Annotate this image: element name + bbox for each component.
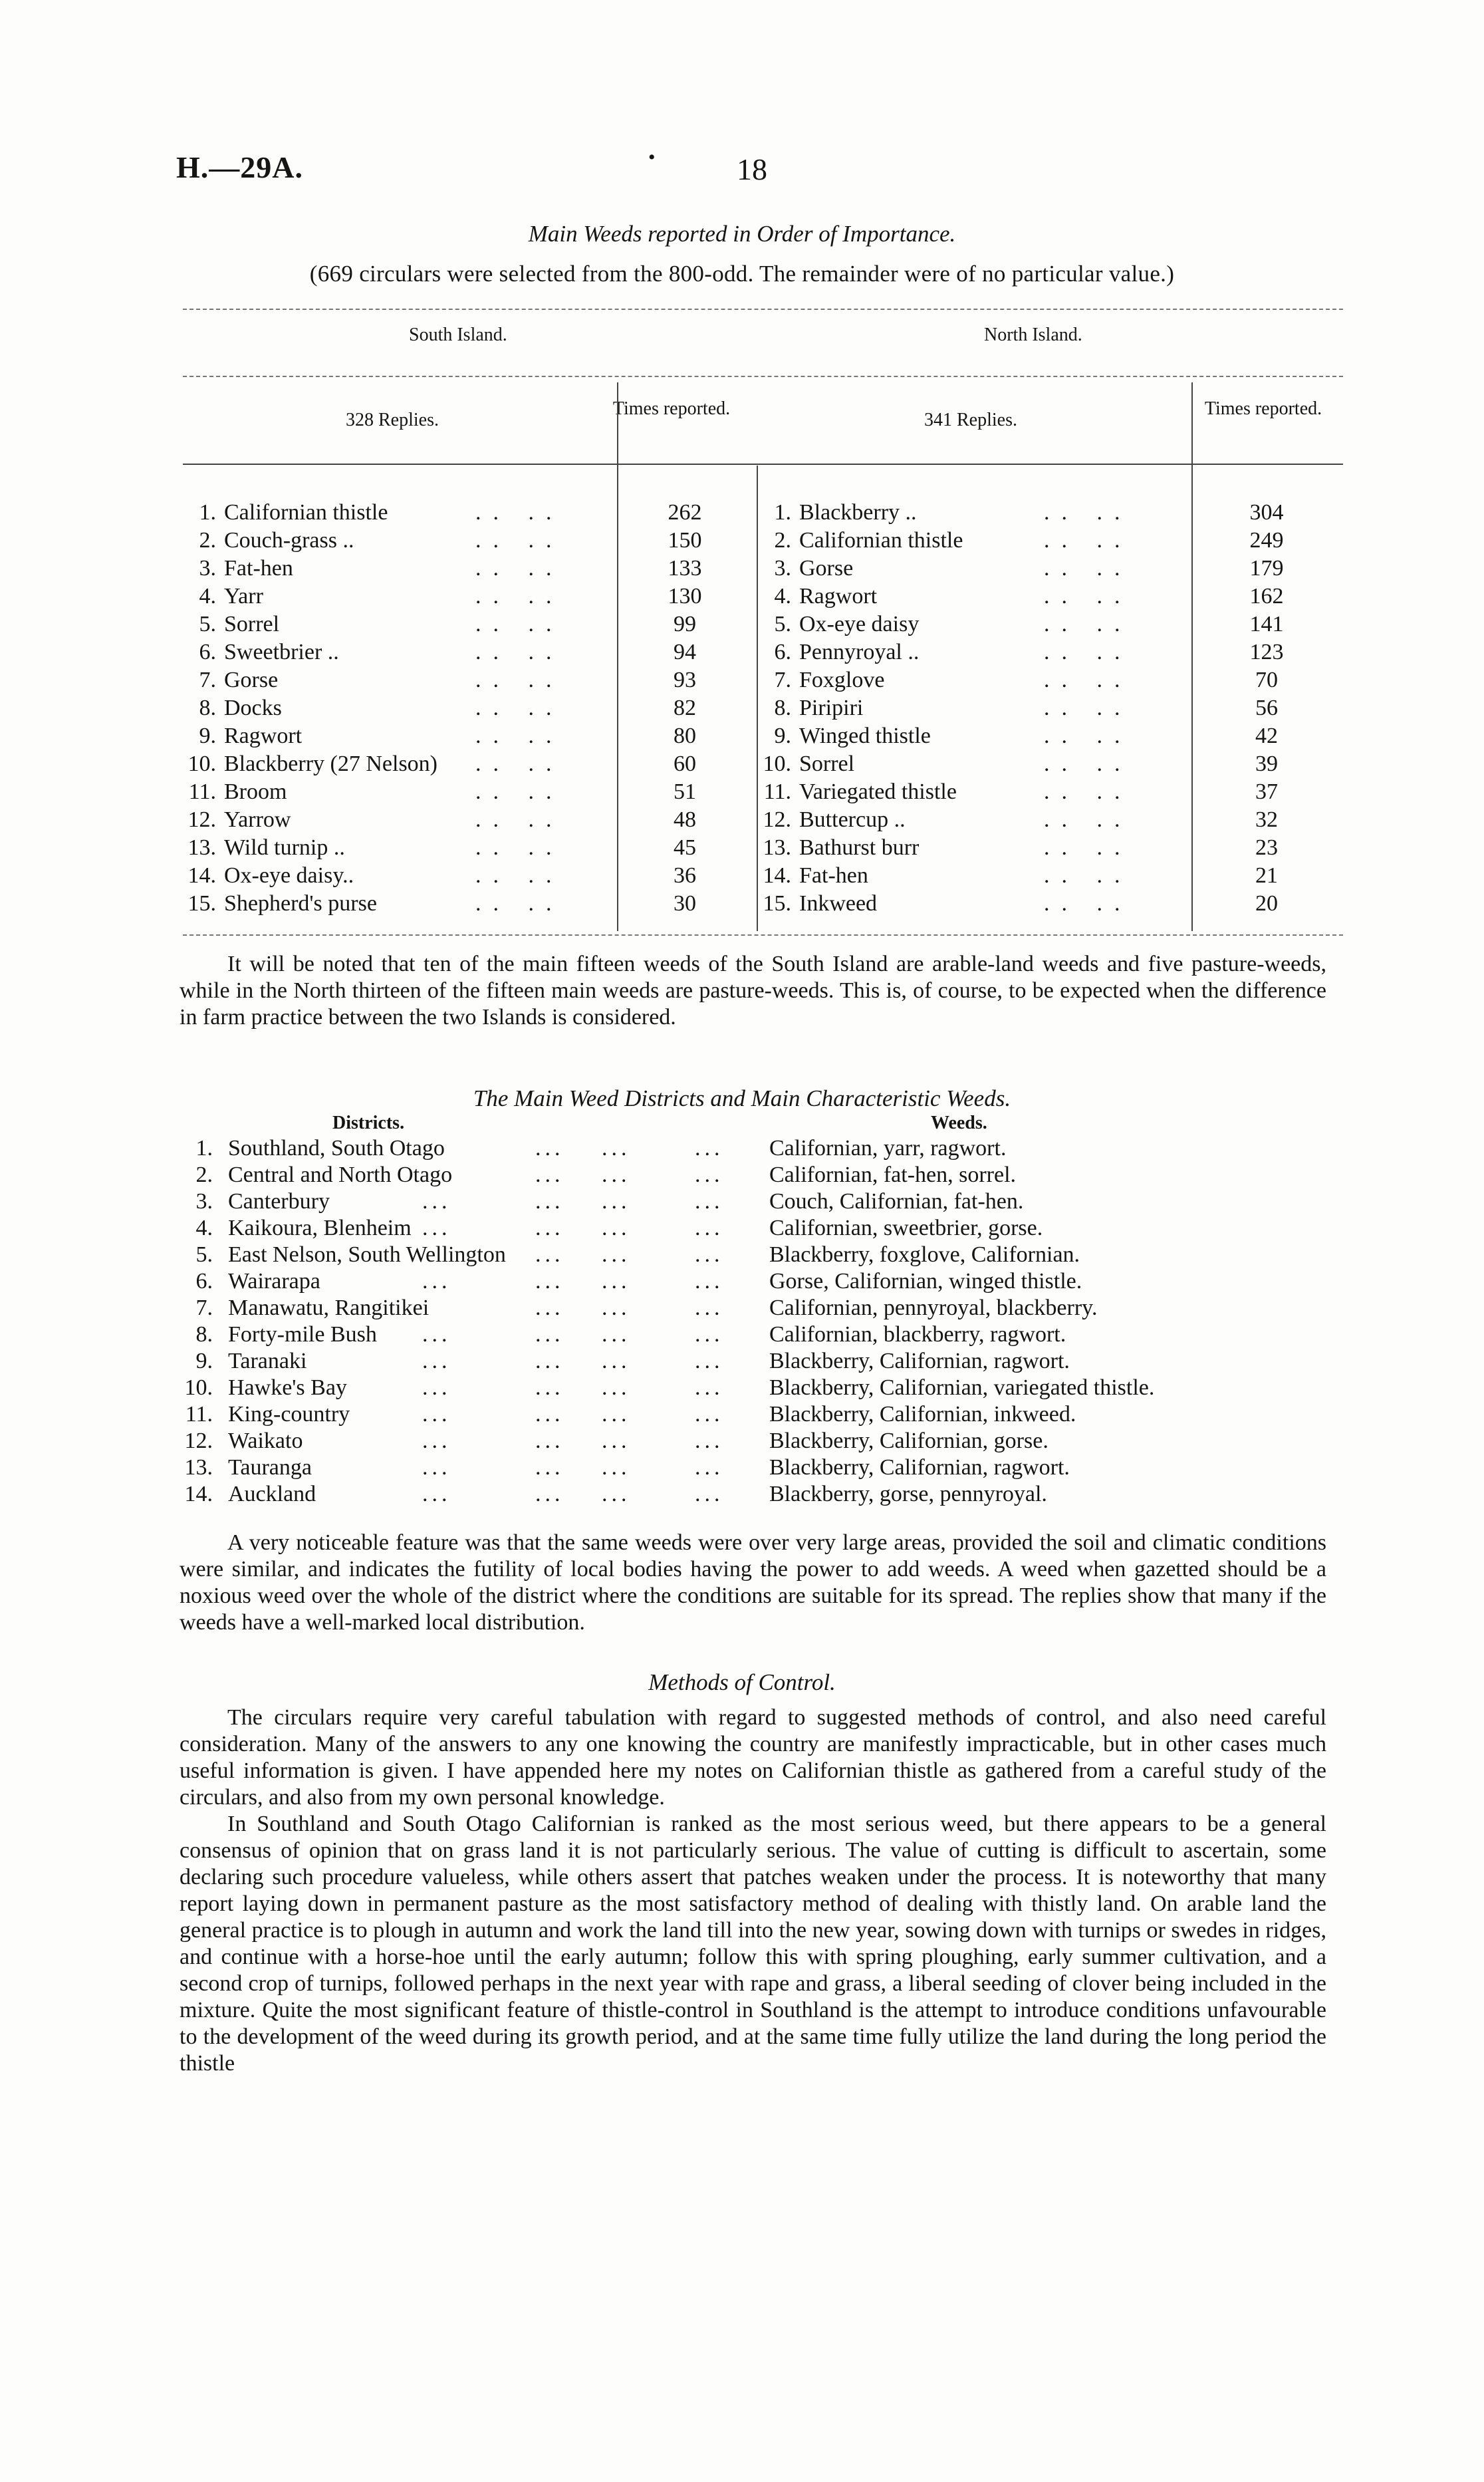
district-name: Tauranga — [228, 1455, 312, 1480]
weed-name: Wild turnip .. — [224, 835, 345, 860]
row-number: 9. — [199, 724, 216, 748]
table-row — [176, 584, 775, 612]
ellipsis: ... — [602, 1402, 631, 1427]
document-reference: H.—29A. — [176, 150, 303, 184]
leader-dots: .. .. — [475, 696, 564, 720]
times-reported: 42 — [1255, 724, 1278, 748]
times-reported: 23 — [1255, 835, 1278, 860]
ellipsis: ... — [422, 1322, 451, 1347]
times-reported: 32 — [1255, 807, 1278, 832]
weed-name: Couch-grass .. — [224, 528, 354, 553]
district-weeds: Californian, blackberry, ragwort. — [769, 1322, 1066, 1347]
row-number: 3. — [195, 1189, 213, 1214]
table-row — [751, 863, 1350, 891]
table-row — [751, 779, 1350, 807]
weed-name: Pennyroyal .. — [799, 640, 920, 664]
table-row — [751, 835, 1350, 863]
row-number: 9. — [195, 1349, 213, 1373]
district-name: Canterbury — [228, 1189, 330, 1214]
row-number: 11. — [188, 779, 216, 804]
leader-dots: .. .. — [475, 612, 564, 636]
ellipsis: ... — [695, 1269, 724, 1294]
list-item — [176, 1269, 1373, 1296]
row-number: 4. — [199, 584, 216, 609]
row-number: 6. — [199, 640, 216, 664]
ellipsis: ... — [602, 1455, 631, 1480]
ellipsis: ... — [602, 1269, 631, 1294]
district-weeds: Californian, yarr, ragwort. — [769, 1136, 1007, 1161]
row-number: 14. — [184, 1482, 213, 1506]
weed-name: Blackberry .. — [799, 500, 917, 525]
leader-dots: .. .. — [475, 668, 564, 692]
row-number: 8. — [199, 696, 216, 720]
district-weeds: Californian, fat-hen, sorrel. — [769, 1163, 1017, 1187]
times-reported: 99 — [674, 612, 696, 636]
times-reported: 48 — [674, 807, 696, 832]
district-weeds: Blackberry, foxglove, Californian. — [769, 1242, 1080, 1267]
ellipsis: ... — [422, 1269, 451, 1294]
leader-dots: .. .. — [475, 891, 564, 916]
times-reported: 162 — [1249, 584, 1284, 609]
ellipsis: ... — [602, 1189, 631, 1214]
leader-dots: .. .. — [1044, 556, 1132, 581]
leader-dots: .. .. — [1044, 640, 1132, 664]
ellipsis: ... — [695, 1189, 724, 1214]
list-item — [176, 1242, 1373, 1269]
table-row — [751, 752, 1350, 779]
list-item — [176, 1136, 1373, 1163]
times-reported: 93 — [674, 668, 696, 692]
row-number: 13. — [763, 835, 791, 860]
ellipsis: ... — [422, 1455, 451, 1480]
district-name: Forty-mile Bush — [228, 1322, 377, 1347]
row-number: 15. — [187, 891, 216, 916]
leader-dots: .. .. — [1044, 668, 1132, 692]
ellipsis: ... — [422, 1216, 451, 1240]
row-number: 4. — [195, 1216, 213, 1240]
district-weeds: Couch, Californian, fat-hen. — [769, 1189, 1024, 1214]
list-item — [176, 1349, 1373, 1375]
times-reported: 56 — [1255, 696, 1278, 720]
district-name: Wairarapa — [228, 1269, 320, 1294]
leader-dots: .. .. — [475, 863, 564, 888]
leader-dots: .. .. — [475, 835, 564, 860]
districts-title: The Main Weed Districts and Main Characteristic Weeds. — [473, 1085, 1011, 1111]
weed-name: Variegated thistle — [799, 779, 957, 804]
table-row — [751, 556, 1350, 584]
times-reported: 80 — [674, 724, 696, 748]
leader-dots: .. .. — [1044, 779, 1132, 804]
ellipsis: ... — [422, 1189, 451, 1214]
weed-name: Fat-hen — [224, 556, 293, 581]
row-number: 12. — [763, 807, 791, 832]
leader-dots: .. .. — [475, 807, 564, 832]
leader-dots: .. .. — [1044, 752, 1132, 776]
ellipsis: ... — [602, 1349, 631, 1373]
times-reported: 70 — [1255, 668, 1278, 692]
table-rule-header — [183, 464, 1343, 465]
table-row — [751, 807, 1350, 835]
weeds-column-header: Weeds. — [931, 1113, 987, 1133]
table-row — [176, 779, 775, 807]
ellipsis: ... — [695, 1455, 724, 1480]
ellipsis: ... — [695, 1216, 724, 1240]
row-number: 11. — [185, 1402, 213, 1427]
list-item — [176, 1455, 1373, 1482]
weed-name: Yarr — [224, 584, 263, 609]
ellipsis: ... — [535, 1322, 564, 1347]
north-replies-header: 341 Replies. — [924, 410, 1017, 430]
table-row — [751, 640, 1350, 668]
row-number: 2. — [774, 528, 791, 553]
district-name: Manawatu, Rangitikei — [228, 1296, 430, 1320]
weed-name: Bathurst burr — [799, 835, 920, 860]
weed-name: Sweetbrier .. — [224, 640, 339, 664]
leader-dots: .. .. — [1044, 528, 1132, 553]
page-number: 18 — [737, 152, 767, 186]
south-times-header: Times reported. — [612, 398, 731, 419]
leader-dots: .. .. — [1044, 724, 1132, 748]
district-weeds: Californian, pennyroyal, blackberry. — [769, 1296, 1098, 1320]
leader-dots: .. .. — [1044, 696, 1132, 720]
row-number: 14. — [187, 863, 216, 888]
table-row — [176, 640, 775, 668]
leader-dots: .. .. — [1044, 612, 1132, 636]
row-number: 7. — [195, 1296, 213, 1320]
stray-mark: • — [648, 146, 656, 168]
ellipsis: ... — [602, 1242, 631, 1267]
weeds-table-subtitle: (669 circulars were selected from the 800-odd. The remainder were of no particular value.) — [309, 261, 1175, 287]
row-number: 2. — [195, 1163, 213, 1187]
table-rule-island — [183, 376, 1343, 377]
leader-dots: .. .. — [475, 752, 564, 776]
weed-name: Ragwort — [799, 584, 878, 609]
table-row — [751, 500, 1350, 528]
row-number: 14. — [763, 863, 791, 888]
ellipsis: ... — [422, 1429, 451, 1453]
district-name: Kaikoura, Blenheim — [228, 1216, 412, 1240]
district-name: Auckland — [228, 1482, 316, 1506]
ellipsis: ... — [535, 1429, 564, 1453]
table-row — [751, 668, 1350, 696]
times-reported: 179 — [1249, 556, 1284, 581]
table-row — [176, 863, 775, 891]
times-reported: 150 — [668, 528, 702, 553]
list-item — [176, 1322, 1373, 1349]
weed-name: Sorrel — [224, 612, 280, 636]
times-reported: 45 — [674, 835, 696, 860]
table-row — [176, 807, 775, 835]
table-row — [176, 612, 775, 640]
row-number: 8. — [774, 696, 791, 720]
times-reported: 94 — [674, 640, 696, 664]
table-row — [176, 500, 775, 528]
ellipsis: ... — [695, 1136, 724, 1161]
south-island-label: South Island. — [409, 325, 507, 345]
row-number: 5. — [774, 612, 791, 636]
weed-name: Gorse — [224, 668, 279, 692]
table-row — [176, 556, 775, 584]
list-item — [176, 1375, 1373, 1402]
ellipsis: ... — [695, 1482, 724, 1506]
row-number: 12. — [184, 1429, 213, 1453]
ellipsis: ... — [535, 1136, 564, 1161]
north-island-label: North Island. — [984, 325, 1082, 345]
ellipsis: ... — [535, 1269, 564, 1294]
weed-name: Inkweed — [799, 891, 878, 916]
ellipsis: ... — [422, 1375, 451, 1400]
row-number: 10. — [187, 752, 216, 776]
row-number: 9. — [774, 724, 791, 748]
times-reported: 39 — [1255, 752, 1278, 776]
ellipsis: ... — [602, 1163, 631, 1187]
row-number: 1. — [199, 500, 216, 525]
leader-dots: .. .. — [1044, 584, 1132, 609]
leader-dots: .. .. — [475, 500, 564, 525]
times-reported: 51 — [674, 779, 696, 804]
district-name: East Nelson, South Wellington — [228, 1242, 506, 1267]
list-item — [176, 1482, 1373, 1508]
weed-name: Ox-eye daisy — [799, 612, 920, 636]
row-number: 3. — [774, 556, 791, 581]
ellipsis: ... — [535, 1242, 564, 1267]
table-row — [751, 891, 1350, 919]
row-number: 10. — [763, 752, 791, 776]
row-number: 13. — [184, 1455, 213, 1480]
list-item — [176, 1163, 1373, 1189]
ellipsis: ... — [422, 1402, 451, 1427]
ellipsis: ... — [695, 1349, 724, 1373]
row-number: 6. — [774, 640, 791, 664]
table-row — [176, 752, 775, 779]
times-reported: 304 — [1249, 500, 1284, 525]
weed-name: Californian thistle — [799, 528, 963, 553]
ellipsis: ... — [695, 1242, 724, 1267]
district-weeds: Gorse, Californian, winged thistle. — [769, 1269, 1082, 1294]
row-number: 4. — [774, 584, 791, 609]
ellipsis: ... — [602, 1429, 631, 1453]
south-replies-header: 328 Replies. — [346, 410, 439, 430]
ellipsis: ... — [422, 1482, 451, 1506]
weed-name: Ragwort — [224, 724, 303, 748]
times-reported: 37 — [1255, 779, 1278, 804]
weed-name: Californian thistle — [224, 500, 388, 525]
ellipsis: ... — [602, 1136, 631, 1161]
leader-dots: .. .. — [1044, 835, 1132, 860]
leader-dots: .. .. — [1044, 863, 1132, 888]
weeds-table-title: Main Weeds reported in Order of Importance. — [528, 221, 956, 247]
district-weeds: Blackberry, Californian, ragwort. — [769, 1455, 1070, 1480]
times-reported: 60 — [674, 752, 696, 776]
paragraph-comparison: It will be noted that ten of the main fifteen weeds of the South Island are arable-land weeds and five pasture-weeds, while in the North thirteen of the fifteen main weeds are pasture-weeds. This is, of course, to be expected when the difference in farm practice between the two Islands is considered. — [180, 952, 1326, 1030]
table-row — [176, 891, 775, 919]
leader-dots: .. .. — [1044, 891, 1132, 916]
table-row — [751, 612, 1350, 640]
row-number: 5. — [199, 612, 216, 636]
ellipsis: ... — [602, 1216, 631, 1240]
list-item — [176, 1402, 1373, 1429]
times-reported: 249 — [1249, 528, 1284, 553]
ellipsis: ... — [535, 1482, 564, 1506]
row-number: 3. — [199, 556, 216, 581]
ellipsis: ... — [695, 1163, 724, 1187]
district-name: Hawke's Bay — [228, 1375, 347, 1400]
times-reported: 123 — [1249, 640, 1284, 664]
ellipsis: ... — [535, 1402, 564, 1427]
times-reported: 133 — [668, 556, 702, 581]
ellipsis: ... — [535, 1189, 564, 1214]
ellipsis: ... — [535, 1349, 564, 1373]
table-row — [176, 528, 775, 556]
ellipsis: ... — [422, 1349, 451, 1373]
weed-name: Fat-hen — [799, 863, 868, 888]
times-reported: 130 — [668, 584, 702, 609]
table-row — [176, 724, 775, 752]
row-number: 7. — [774, 668, 791, 692]
row-number: 8. — [195, 1322, 213, 1347]
table-row — [176, 668, 775, 696]
district-weeds: Californian, sweetbrier, gorse. — [769, 1216, 1043, 1240]
leader-dots: .. .. — [475, 556, 564, 581]
row-number: 15. — [763, 891, 791, 916]
times-reported: 141 — [1249, 612, 1284, 636]
leader-dots: .. .. — [475, 724, 564, 748]
row-number: 2. — [199, 528, 216, 553]
weed-name: Winged thistle — [799, 724, 931, 748]
ellipsis: ... — [695, 1429, 724, 1453]
ellipsis: ... — [535, 1216, 564, 1240]
table-row — [751, 724, 1350, 752]
times-reported: 30 — [674, 891, 696, 916]
district-name: Waikato — [228, 1429, 303, 1453]
table-row — [751, 696, 1350, 724]
ellipsis: ... — [695, 1322, 724, 1347]
ellipsis: ... — [602, 1296, 631, 1320]
row-number: 10. — [184, 1375, 213, 1400]
table-row — [751, 584, 1350, 612]
district-name: Taranaki — [228, 1349, 307, 1373]
leader-dots: .. .. — [475, 528, 564, 553]
list-item — [176, 1296, 1373, 1322]
weed-name: Broom — [224, 779, 287, 804]
table-rule-bottom — [183, 934, 1343, 936]
list-item — [176, 1216, 1373, 1242]
district-weeds: Blackberry, gorse, pennyroyal. — [769, 1482, 1047, 1506]
ellipsis: ... — [602, 1375, 631, 1400]
row-number: 11. — [763, 779, 791, 804]
table-row — [176, 696, 775, 724]
row-number: 1. — [195, 1136, 213, 1161]
ellipsis: ... — [602, 1322, 631, 1347]
north-times-header: Times reported. — [1204, 398, 1322, 419]
leader-dots: .. .. — [1044, 807, 1132, 832]
weed-name: Foxglove — [799, 668, 885, 692]
ellipsis: ... — [695, 1375, 724, 1400]
table-row — [176, 835, 775, 863]
table-row — [751, 528, 1350, 556]
leader-dots: .. .. — [1044, 500, 1132, 525]
methods-title: Methods of Control. — [648, 1669, 836, 1695]
weed-name: Ox-eye daisy.. — [224, 863, 354, 888]
district-weeds: Blackberry, Californian, ragwort. — [769, 1349, 1070, 1373]
ellipsis: ... — [602, 1482, 631, 1506]
ellipsis: ... — [535, 1455, 564, 1480]
leader-dots: .. .. — [475, 640, 564, 664]
ellipsis: ... — [695, 1402, 724, 1427]
weed-name: Buttercup .. — [799, 807, 906, 832]
district-name: Southland, South Otago — [228, 1136, 445, 1161]
list-item — [176, 1429, 1373, 1455]
weed-name: Yarrow — [224, 807, 291, 832]
times-reported: 36 — [674, 863, 696, 888]
leader-dots: .. .. — [475, 779, 564, 804]
district-name: King-country — [228, 1402, 350, 1427]
district-weeds: Blackberry, Californian, inkweed. — [769, 1402, 1076, 1427]
methods-body: The circulars require very careful tabulation with regard to suggested methods of control, and also need careful consideration. Many of the answers to any one knowing the country are manifestly impracticable, but in other cases much useful information is given. I have appended here my notes on Californian thistle as gathered from a careful study of the circulars, and also from my own personal knowledge. In Southland and South Otago Californian is ranked as the most serious weed, but there appears to be a general consensus of opinion that on grass land it is not particularly serious. The value of cutting is difficult to ascertain, some declaring such procedure valueless, while others assert that patches weaken under the process. It is noteworthy that many report laying down in permanent pasture as the most satisfactory method of dealing with thistly land. On arable land the general practice is to plough in autumn and work the land till into the new year, sowing down with turnips or swedes in ridges, and continue with a horse-hoe until the early autumn; follow this with spring ploughing, early summer cultivation, and a second crop of turnips, followed perhaps in the next year with rape and grass, a liberal seeding of clover being included in the mixture. Quite the most significant feature of thistle-control in Southland is the attempt to introduce conditions unfavourable to the development of the weed during its growth period, and at the same time fully utilize the land during the long period the thistle — [180, 1705, 1326, 2076]
weed-name: Piripiri — [799, 696, 864, 720]
list-item — [176, 1189, 1373, 1216]
district-weeds: Blackberry, Californian, variegated thistle. — [769, 1375, 1155, 1400]
paragraph-distribution: A very noticeable feature was that the same weeds were over very large areas, provided the soil and climatic conditions were similar, and indicates the futility of local bodies having the power to add weeds. A weed when gazetted should be a noxious weed over the whole of the district where the conditions are suitable for its spread. The replies show that many if the weeds have a well-marked local distribution. — [180, 1530, 1326, 1635]
times-reported: 262 — [668, 500, 702, 525]
weed-name: Gorse — [799, 556, 854, 581]
district-name: Central and North Otago — [228, 1163, 453, 1187]
row-number: 7. — [199, 668, 216, 692]
ellipsis: ... — [535, 1163, 564, 1187]
row-number: 13. — [187, 835, 216, 860]
weed-name: Sorrel — [799, 752, 855, 776]
ellipsis: ... — [535, 1375, 564, 1400]
weed-name: Shepherd's purse — [224, 891, 377, 916]
districts-column-header: Districts. — [332, 1113, 405, 1133]
weed-name: Docks — [224, 696, 282, 720]
times-reported: 21 — [1255, 863, 1278, 888]
row-number: 1. — [774, 500, 791, 525]
row-number: 5. — [195, 1242, 213, 1267]
row-number: 12. — [187, 807, 216, 832]
weed-name: Blackberry (27 Nelson) — [224, 752, 438, 776]
row-number: 6. — [195, 1269, 213, 1294]
times-reported: 82 — [674, 696, 696, 720]
leader-dots: .. .. — [475, 584, 564, 609]
district-weeds: Blackberry, Californian, gorse. — [769, 1429, 1049, 1453]
times-reported: 20 — [1255, 891, 1278, 916]
ellipsis: ... — [695, 1296, 724, 1320]
table-rule-top — [183, 309, 1343, 310]
ellipsis: ... — [535, 1296, 564, 1320]
